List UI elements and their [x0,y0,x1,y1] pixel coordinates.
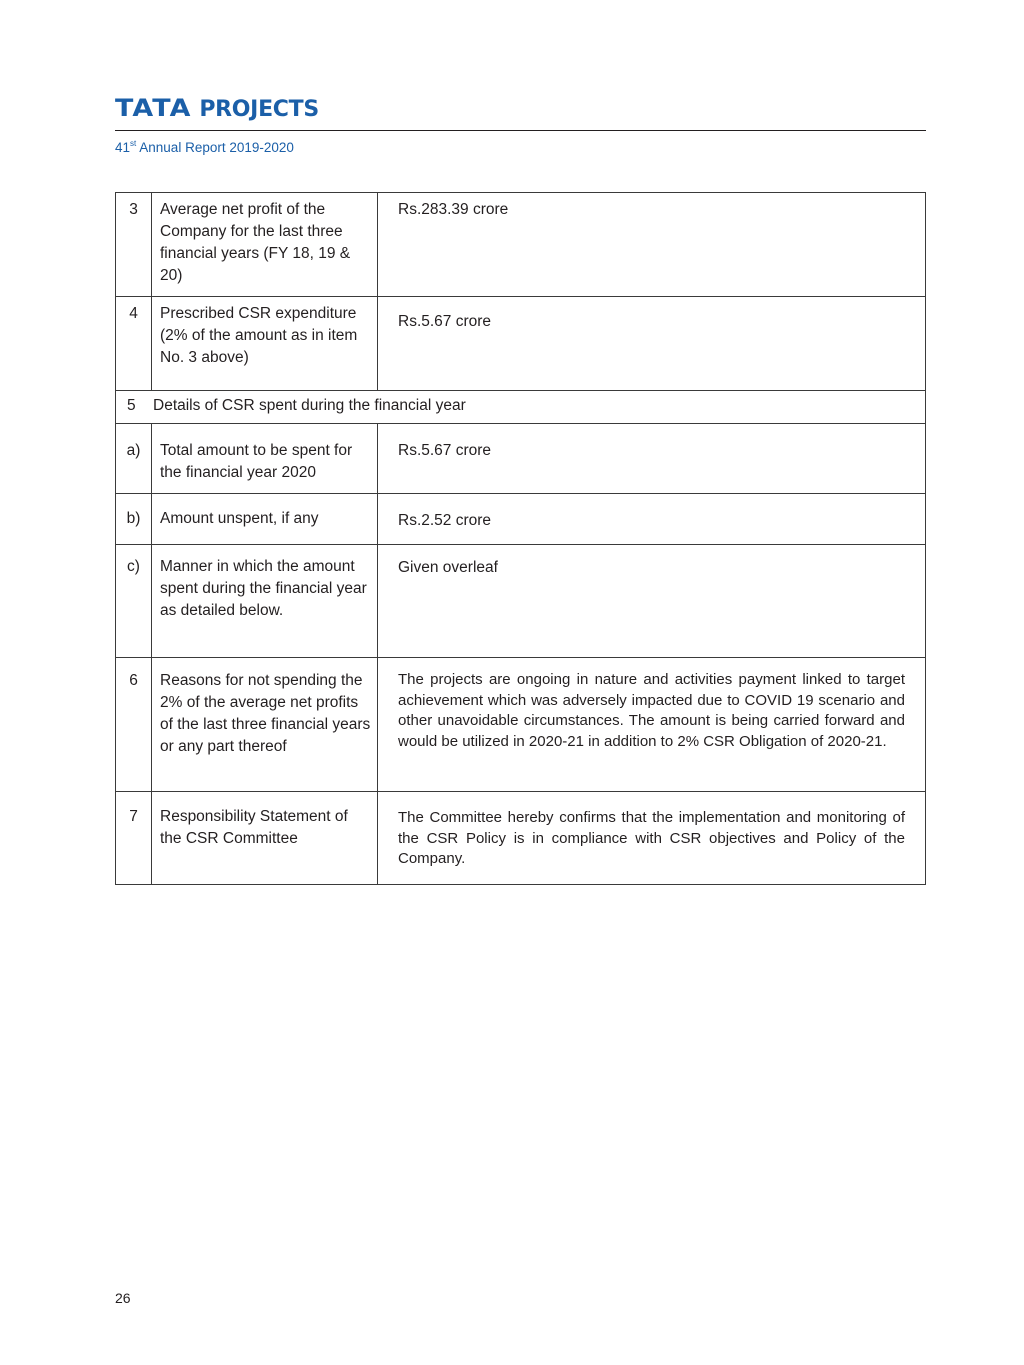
row-description: Manner in which the amount spent during the financial year as detailed below. [152,545,378,657]
report-number-suffix: st [130,139,137,148]
report-title [115,139,294,155]
row-value: Rs.5.67 crore [398,313,492,330]
csr-details-table [115,192,926,885]
table-row [116,658,925,792]
row-number: 6 [116,658,152,791]
logo-tata-wordmark: TATA [115,94,192,122]
row-number: 5 [127,397,136,414]
row-number: a) [116,424,152,493]
row-value: Given overleaf [398,559,498,576]
table-row [116,193,925,297]
tata-projects-logo [115,96,926,121]
report-number: 41 [115,140,131,155]
row-description: Reasons for not spending the 2% of the average net profits of the last three financial years or any part thereof [152,658,378,791]
page-header [115,94,926,155]
report-title-text: Annual Report 2019-2020 [139,140,294,155]
row-value: Rs.283.39 crore [398,201,509,218]
row-description: Prescribed CSR expenditure (2% of the amount as in item No. 3 above) [152,297,378,390]
row-number: 3 [116,193,152,296]
table-row [116,297,925,390]
row-number: 7 [116,792,152,884]
table-row [116,424,925,494]
table-row [116,792,925,884]
table-row [116,494,925,545]
row-description: Responsibility Statement of the CSR Committee [152,792,378,884]
table-row [116,545,925,658]
page-number: 26 [115,1290,131,1306]
row-number: c) [116,545,152,657]
row-description: Total amount to be spent for the financial year 2020 [152,424,378,493]
row-number: 4 [116,297,152,390]
row-description: Amount unspent, if any [152,494,378,544]
row-number: b) [116,494,152,544]
header-divider [115,130,926,131]
logo-projects-wordmark: PROJECTS [199,97,319,122]
row-description: Details of CSR spent during the financial year [153,397,466,414]
table-section-row [116,390,925,424]
row-description: Average net profit of the Company for the last three financial years (FY 18, 19 & 20) [152,193,378,296]
row-value: The projects are ongoing in nature and activities payment linked to target achievement which was adversely impacted due to COVID 19 scenario and other unavoidable circumstances. The amount is being carried forward and would be utilized in 2020-21 in addition to 2% CSR Obligation of 2020-21. [398,671,905,750]
row-value: The Committee hereby confirms that the implementation and monitoring of the CSR Policy is in compliance with CSR objectives and Policy of the Company. [398,809,905,867]
row-value: Rs.5.67 crore [398,442,492,459]
row-value: Rs.2.52 crore [398,512,492,529]
